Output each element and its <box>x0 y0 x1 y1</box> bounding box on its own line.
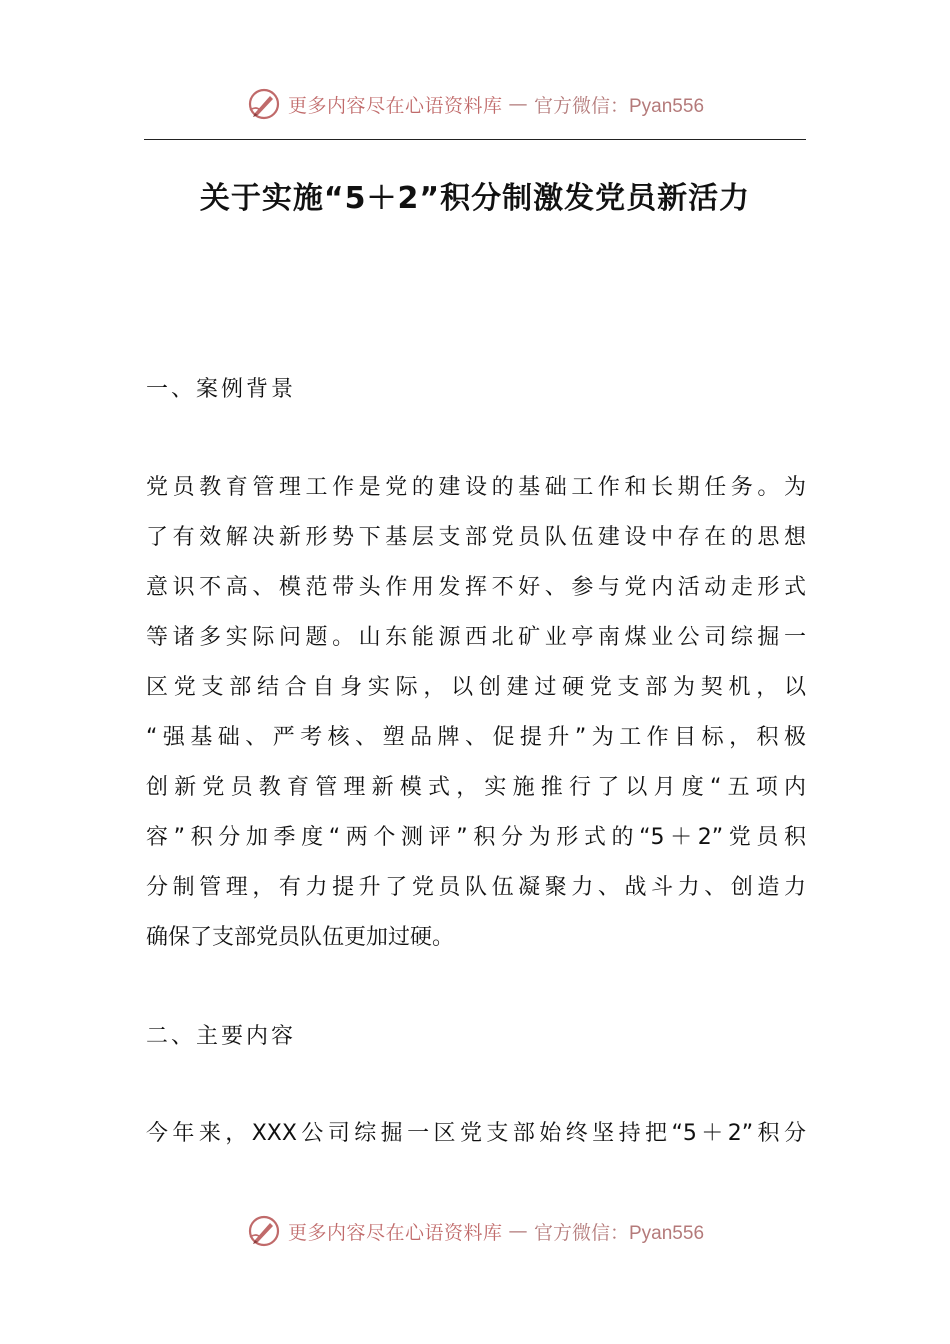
paragraph-line: 等诸多实际问题。山东能源西北矿业亭南煤业公司综掘一 <box>146 625 806 650</box>
paragraph-line: 创新党员教育管理新模式，实施推行了以月度“五项内 <box>146 775 806 800</box>
watermark-text: 更多内容尽在心语资料库 <box>287 1221 503 1244</box>
document-title: 关于实施“5＋2”积分制激发党员新活力 <box>199 181 751 216</box>
pen-logo-icon <box>246 86 282 122</box>
paragraph-line: 意识不高、模范带头作用发挥不好、参与党内活动走形式 <box>146 575 806 600</box>
paragraph-line: 容”积分加季度“两个测评”积分为形式的“5＋2”党员积 <box>146 825 806 850</box>
watermark-separator: — <box>508 1220 528 1242</box>
watermark-text: 更多内容尽在心语资料库 <box>287 94 503 117</box>
section-heading-main-content: 二、主要内容 <box>146 1024 297 1049</box>
pen-logo-icon <box>246 1213 282 1249</box>
paragraph-line: 今年来，XXX公司综掘一区党支部始终坚持把“5＋2”积分 <box>146 1121 806 1146</box>
section-heading-background: 一、案例背景 <box>146 377 297 402</box>
paragraph-line: 分制管理，有力提升了党员队伍凝聚力、战斗力、创造力 <box>146 875 806 900</box>
section-paragraph-main-content <box>146 1109 806 1159</box>
footer-watermark <box>0 1213 950 1249</box>
watermark-contact: 官方微信：Pyan556 <box>534 1222 705 1244</box>
paragraph-line: 党员教育管理工作是党的建设的基础工作和长期任务。为 <box>146 475 806 500</box>
paragraph-line: 确保了支部党员队伍更加过硬。 <box>146 925 455 950</box>
watermark-separator: — <box>508 93 528 115</box>
section-paragraph-background <box>146 463 806 963</box>
watermark-contact: 官方微信：Pyan556 <box>534 95 705 117</box>
header-rule <box>144 139 806 140</box>
header-watermark <box>0 86 950 122</box>
paragraph-line: 了有效解决新形势下基层支部党员队伍建设中存在的思想 <box>146 525 806 550</box>
paragraph-line: 区党支部结合自身实际，以创建过硬党支部为契机，以 <box>146 675 806 700</box>
paragraph-line: “强基础、严考核、塑品牌、促提升”为工作目标，积极 <box>146 725 806 750</box>
